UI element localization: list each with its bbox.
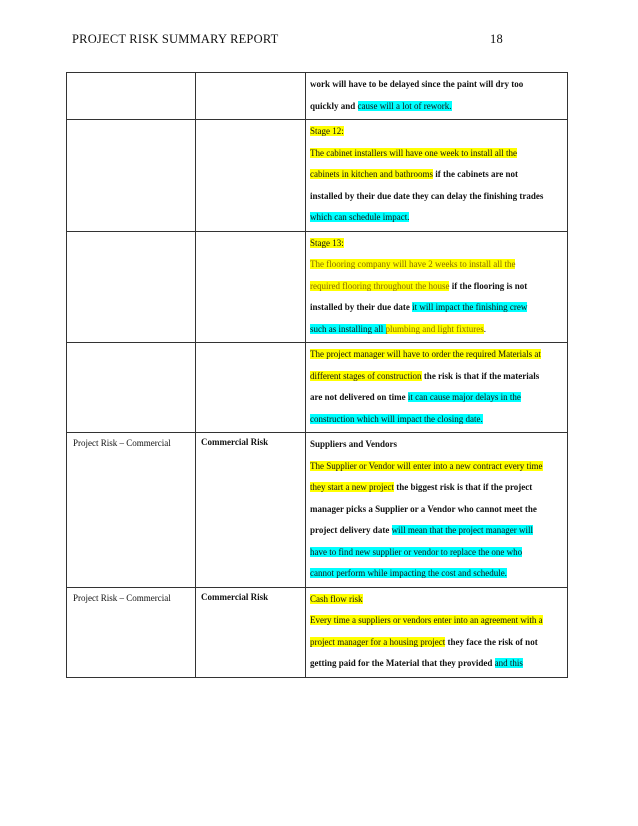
- description-line: [310, 186, 563, 208]
- text-segment: The Supplier or Vendor will enter into a new contract every time: [310, 460, 543, 471]
- description-line: [310, 456, 563, 478]
- text-segment: construction which will impact the closing date.: [310, 413, 483, 424]
- risk-category-cell: Project Risk – Commercial: [67, 587, 196, 677]
- risk-category-cell: [67, 231, 196, 343]
- risk-type-cell: [196, 343, 306, 433]
- text-segment: Suppliers and Vendors: [310, 439, 398, 449]
- description-line: [310, 344, 563, 366]
- text-segment: getting paid for the Material that they provided: [310, 658, 495, 668]
- description-line: [310, 121, 563, 143]
- risk-type-cell: Commercial Risk: [196, 433, 306, 588]
- text-segment: The project manager will have to order the required Materials at: [310, 349, 541, 359]
- risk-category-cell: [67, 73, 196, 120]
- text-segment: will mean that the project manager will: [391, 525, 534, 535]
- description-line: [310, 434, 563, 456]
- risk-type-cell: [196, 231, 306, 343]
- text-segment: .: [483, 323, 486, 334]
- description-line: [310, 143, 563, 165]
- text-segment: required flooring throughout the house: [310, 280, 450, 291]
- description-line: [310, 276, 563, 298]
- risk-type-cell: Commercial Risk: [196, 587, 306, 677]
- text-segment: cabinets in kitchen and bathrooms: [310, 169, 433, 179]
- text-segment: different stages of construction: [310, 370, 422, 381]
- risk-description-cell: [306, 587, 568, 677]
- text-segment: Cash flow risk: [310, 593, 363, 604]
- description-line: [310, 297, 563, 319]
- text-segment: work will have to be delayed since the paint will dry too: [310, 79, 524, 89]
- risk-description-cell: [306, 343, 568, 433]
- text-segment: and this: [494, 658, 523, 668]
- text-segment: installed by their due date: [310, 302, 413, 312]
- description-line: [310, 74, 563, 96]
- table-row: [67, 231, 568, 343]
- description-line: [310, 477, 563, 499]
- risk-category-cell: [67, 120, 196, 232]
- text-segment: if the cabinets are not: [432, 169, 519, 179]
- text-segment: project manager for a housing project: [310, 636, 446, 647]
- table-row: [67, 120, 568, 232]
- risk-summary-table: [66, 72, 568, 678]
- text-segment: it can cause major delays in the: [407, 392, 521, 402]
- report-title: PROJECT RISK SUMMARY REPORT: [72, 32, 279, 46]
- description-line: [310, 233, 563, 255]
- text-segment: Stage 12:: [310, 126, 344, 136]
- risk-type-cell: [196, 73, 306, 120]
- risk-category-cell: [67, 343, 196, 433]
- text-segment: they face the risk of not: [445, 636, 538, 647]
- text-segment: Stage 13:: [310, 237, 344, 248]
- text-segment: project delivery date: [310, 525, 392, 535]
- text-segment: installed by their due date they can delay the finishing trades: [310, 190, 544, 201]
- description-line: [310, 542, 563, 564]
- page-number: 18: [490, 32, 503, 46]
- text-segment: The flooring company will have 2 weeks to install all the: [310, 259, 516, 269]
- risk-description-cell: [306, 433, 568, 588]
- text-segment: cannot perform while impacting the cost and schedule.: [310, 568, 507, 578]
- table-row: [67, 433, 568, 588]
- text-segment: plumbing and light fixtures: [385, 323, 484, 334]
- text-segment: the risk is that if the materials: [421, 370, 540, 381]
- text-segment: quickly and: [310, 100, 358, 111]
- text-segment: The cabinet installers will have one week to install all the: [310, 147, 517, 158]
- description-line: [310, 409, 563, 431]
- description-line: [310, 632, 563, 654]
- text-segment: have to find new supplier or vendor to replace the one who: [310, 546, 523, 557]
- risk-type-cell: [196, 120, 306, 232]
- description-line: [310, 164, 563, 186]
- description-line: [310, 520, 563, 542]
- text-segment: the biggest risk is that if the project: [393, 482, 533, 492]
- text-segment: manager picks a Supplier or a Vendor who cannot meet the: [310, 503, 537, 514]
- description-line: [310, 387, 563, 409]
- description-line: [310, 319, 563, 341]
- risk-table-body: [67, 73, 568, 678]
- description-line: [310, 366, 563, 388]
- description-line: [310, 207, 563, 229]
- description-line: [310, 563, 563, 585]
- text-segment: Every time a suppliers or vendors enter into an agreement with a: [310, 615, 543, 625]
- table-row: [67, 73, 568, 120]
- risk-description-cell: [306, 73, 568, 120]
- table-row: [67, 587, 568, 677]
- risk-category-cell: Project Risk – Commercial: [67, 433, 196, 588]
- text-segment: cause will a lot of rework.: [357, 100, 452, 111]
- description-line: [310, 254, 563, 276]
- text-segment: are not delivered on time: [310, 392, 408, 402]
- page-header: [72, 32, 566, 52]
- table-row: [67, 343, 568, 433]
- description-line: [310, 653, 563, 675]
- description-line: [310, 589, 563, 611]
- text-segment: if the flooring is not: [449, 280, 528, 291]
- description-line: [310, 499, 563, 521]
- risk-description-cell: [306, 231, 568, 343]
- text-segment: which can schedule impact.: [310, 212, 410, 222]
- text-segment: such as installing all: [310, 323, 386, 334]
- description-line: [310, 96, 563, 118]
- risk-description-cell: [306, 120, 568, 232]
- text-segment: they start a new project: [310, 482, 394, 492]
- text-segment: it will impact the finishing crew: [412, 302, 528, 312]
- description-line: [310, 610, 563, 632]
